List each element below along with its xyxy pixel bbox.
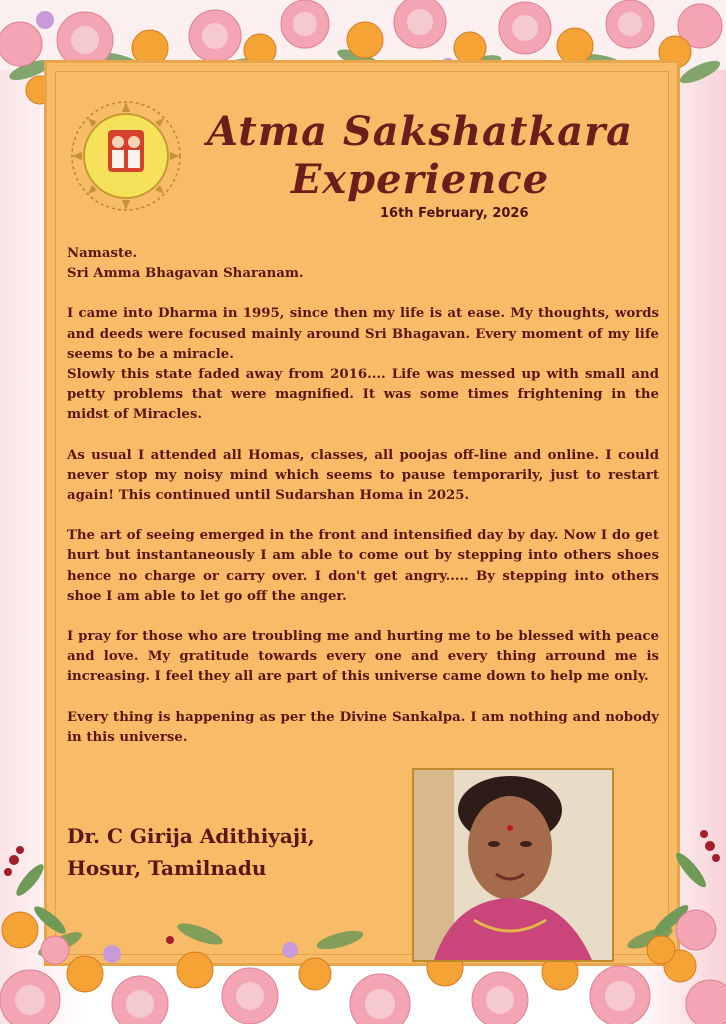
portrait-icon bbox=[414, 770, 612, 960]
greeting-line-2: Sri Amma Bhagavan Sharanam. bbox=[67, 266, 304, 282]
paragraph-1b: Slowly this state faded away from 2016.... Life was messed up with small and petty problems that were magnified. It was some times frightening in the midst of Miracles. bbox=[67, 367, 659, 423]
title-line-2: Experience bbox=[290, 156, 550, 203]
floral-cluster-right bbox=[636, 820, 726, 980]
date-label: 16th February, 2026 bbox=[380, 206, 529, 221]
paragraph-2: As usual I attended all Homas, classes, all poojas off-line and online. I could never stop my noisy mind which seems to pause temporarily, just to restart again! This continued until Sudarshan Homa in 2025. bbox=[67, 447, 659, 504]
paragraph-1a: I came into Dharma in 1995, since then my life is at ease. My thoughts, words and deeds were focused mainly around Sri Bhagavan. Every moment of my life seems to be a miracle. bbox=[67, 306, 659, 362]
signature-place: Hosur, Tamilnadu bbox=[67, 856, 267, 880]
paragraph-5: Every thing is happening as per the Divine Sankalpa. I am nothing and nobody in this universe. bbox=[67, 709, 659, 745]
page-title bbox=[200, 108, 640, 204]
deity-emblem-icon bbox=[70, 100, 182, 212]
signature-name: Dr. C Girija Adithiyaji, bbox=[67, 824, 315, 848]
author-photo bbox=[412, 768, 614, 962]
signature bbox=[67, 820, 315, 884]
paragraph-4: I pray for those who are troubling me and hurting me to be blessed with peace and love. My gratitude towards every one and every thing arround me is increasing. I feel they all are part of this universe came down to help me only. bbox=[67, 629, 659, 685]
floral-garland-bottom bbox=[0, 904, 726, 1024]
paragraph-3: The art of seeing emerged in the front and intensified day by day. Now I do get hurt but instantaneously I am able to come out by stepping into others shoes hence no charge or carry over. I don't get angry..... By stepping into others shoe I am able to let go off the anger. bbox=[67, 528, 659, 604]
letter-body bbox=[67, 244, 659, 768]
greeting-line-1: Namaste. bbox=[67, 246, 138, 261]
title-line-1: Atma Sakshatkara bbox=[206, 108, 634, 155]
